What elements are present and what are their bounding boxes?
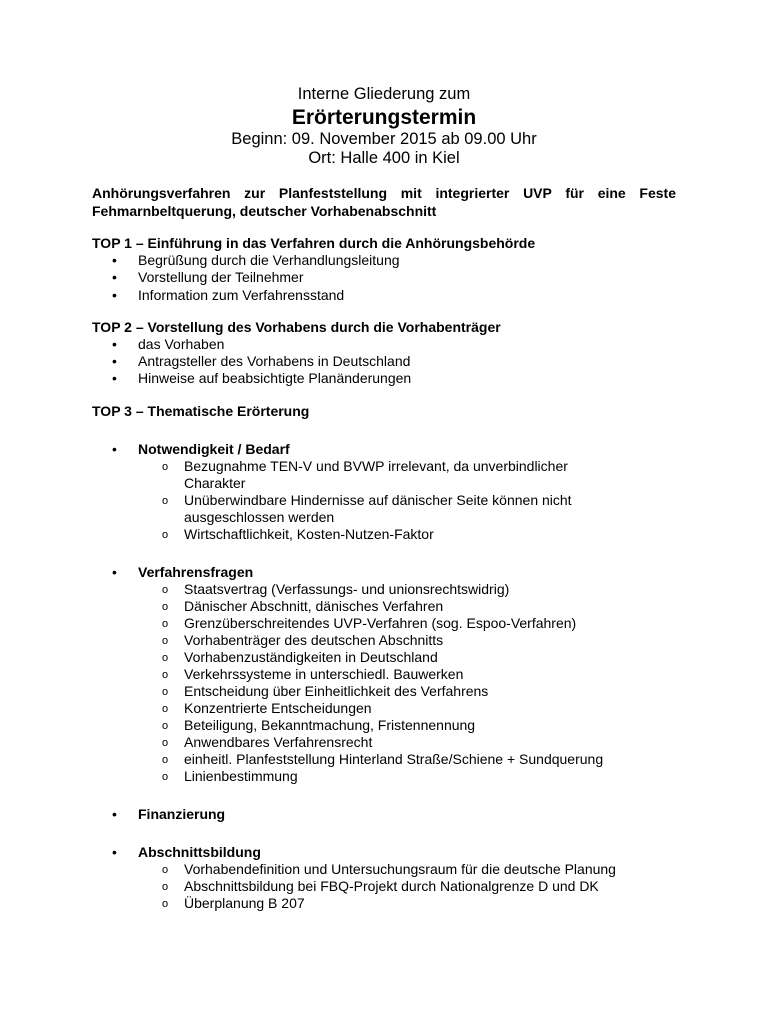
bullet-icon: • bbox=[112, 353, 117, 370]
list-item: o Beteiligung, Bekanntmachung, Fristennennung bbox=[162, 716, 476, 733]
list-item: o Vorhabenträger des deutschen Abschnitts bbox=[162, 631, 444, 648]
section-finanzierung bbox=[92, 806, 676, 823]
list-item: o Abschnittsbildung bei FBQ-Projekt durch Nationalgrenze D und DK bbox=[162, 877, 599, 894]
list-item: o Entscheidung über Einheitlichkeit des Verfahrens bbox=[162, 682, 489, 699]
bullet-icon: • bbox=[112, 563, 117, 580]
circle-bullet-icon: o bbox=[162, 528, 169, 541]
list-item: o Staatsvertrag (Verfassungs- und unionsrechtswidrig) bbox=[162, 580, 510, 597]
list-item: o Überplanung B 207 bbox=[162, 894, 305, 911]
section-verfahrensfragen bbox=[92, 564, 676, 785]
top3-heading: TOP 3 – Thematische Erörterung bbox=[92, 402, 310, 419]
section-title: • Notwendigkeit / Bedarf bbox=[112, 440, 290, 457]
circle-bullet-icon: o bbox=[162, 736, 169, 749]
circle-bullet-icon: o bbox=[162, 494, 169, 507]
list-item: o Vorhabenzuständigkeiten in Deutschland bbox=[162, 648, 438, 665]
header-subtitle: Interne Gliederung zum bbox=[297, 85, 471, 103]
circle-bullet-icon: o bbox=[162, 617, 169, 630]
header-location: Ort: Halle 400 in Kiel bbox=[308, 149, 460, 167]
circle-bullet-icon: o bbox=[162, 651, 169, 664]
circle-bullet-icon: o bbox=[162, 702, 169, 715]
intro-paragraph: Anhörungsverfahren zur Planfeststellung mit integrierter UVP für eine Feste Fehmarnbeltquerung, deutscher Vorhabenabschnitt bbox=[92, 185, 676, 219]
bullet-icon: • bbox=[112, 269, 117, 286]
list-item: o Linienbestimmung bbox=[162, 767, 298, 784]
list-item: • Antragsteller des Vorhabens in Deutschland bbox=[112, 353, 411, 370]
list-item: o Dänischer Abschnitt, dänisches Verfahren bbox=[162, 597, 444, 614]
top1-list bbox=[92, 252, 676, 304]
sub-list bbox=[92, 581, 676, 785]
document-page bbox=[92, 84, 676, 912]
list-item: • das Vorhaben bbox=[112, 335, 225, 352]
list-item: o Unüberwindbare Hindernisse auf dänischer Seite können nicht ausgeschlossen werden bbox=[162, 491, 572, 525]
circle-bullet-icon: o bbox=[162, 668, 169, 681]
list-item: o Konzentrierte Entscheidungen bbox=[162, 699, 372, 716]
list-item: o Wirtschaftlichkeit, Kosten-Nutzen-Faktor bbox=[162, 525, 434, 542]
top2-heading: TOP 2 – Vorstellung des Vorhabens durch die Vorhabenträger bbox=[92, 318, 501, 335]
top2-list bbox=[92, 336, 676, 388]
circle-bullet-icon: o bbox=[162, 600, 169, 613]
list-item: o Bezugnahme TEN-V und BVWP irrelevant, da unverbindlicher Charakter bbox=[162, 457, 568, 491]
section-abschnittsbildung bbox=[92, 844, 676, 912]
bullet-icon: • bbox=[112, 805, 117, 822]
bullet-icon: • bbox=[112, 440, 117, 457]
sub-list bbox=[92, 861, 676, 912]
list-item: o Grenzüberschreitendes UVP-Verfahren (sog. Espoo-Verfahren) bbox=[162, 614, 577, 631]
circle-bullet-icon: o bbox=[162, 753, 169, 766]
list-item: • Hinweise auf beabsichtigte Planänderungen bbox=[112, 370, 412, 387]
sub-list bbox=[92, 458, 676, 543]
list-item: o Anwendbares Verfahrensrecht bbox=[162, 733, 373, 750]
list-item: o Verkehrssysteme in unterschiedl. Bauwerken bbox=[162, 665, 464, 682]
list-item: • Begrüßung durch die Verhandlungsleitung bbox=[112, 252, 400, 268]
circle-bullet-icon: o bbox=[162, 634, 169, 647]
list-item: • Information zum Verfahrensstand bbox=[112, 286, 345, 303]
circle-bullet-icon: o bbox=[162, 863, 169, 876]
bullet-icon: • bbox=[112, 286, 117, 303]
list-item: o Vorhabendefinition und Untersuchungsraum für die deutsche Planung bbox=[162, 860, 616, 877]
top1-heading: TOP 1 – Einführung in das Verfahren durch die Anhörungsbehörde bbox=[92, 235, 536, 251]
bullet-icon: • bbox=[112, 370, 117, 387]
circle-bullet-icon: o bbox=[162, 719, 169, 732]
circle-bullet-icon: o bbox=[162, 880, 169, 893]
header-date: Beginn: 09. November 2015 ab 09.00 Uhr bbox=[231, 130, 537, 148]
circle-bullet-icon: o bbox=[162, 770, 169, 783]
bullet-icon: • bbox=[112, 335, 117, 352]
circle-bullet-icon: o bbox=[162, 897, 169, 910]
bullet-icon: • bbox=[112, 252, 117, 268]
bullet-icon: • bbox=[112, 843, 117, 860]
circle-bullet-icon: o bbox=[162, 685, 169, 698]
document-header bbox=[92, 84, 676, 168]
section-title: • Verfahrensfragen bbox=[112, 563, 254, 580]
section-title: • Finanzierung bbox=[112, 805, 226, 822]
section-notwendigkeit bbox=[92, 441, 676, 543]
list-item: • Vorstellung der Teilnehmer bbox=[112, 269, 304, 286]
list-item: o einheitl. Planfeststellung Hinterland Straße/Schiene + Sundquerung bbox=[162, 750, 604, 767]
circle-bullet-icon: o bbox=[162, 460, 169, 473]
circle-bullet-icon: o bbox=[162, 583, 169, 596]
section-title: • Abschnittsbildung bbox=[112, 843, 261, 860]
document-title: Erörterungstermin bbox=[291, 106, 477, 129]
